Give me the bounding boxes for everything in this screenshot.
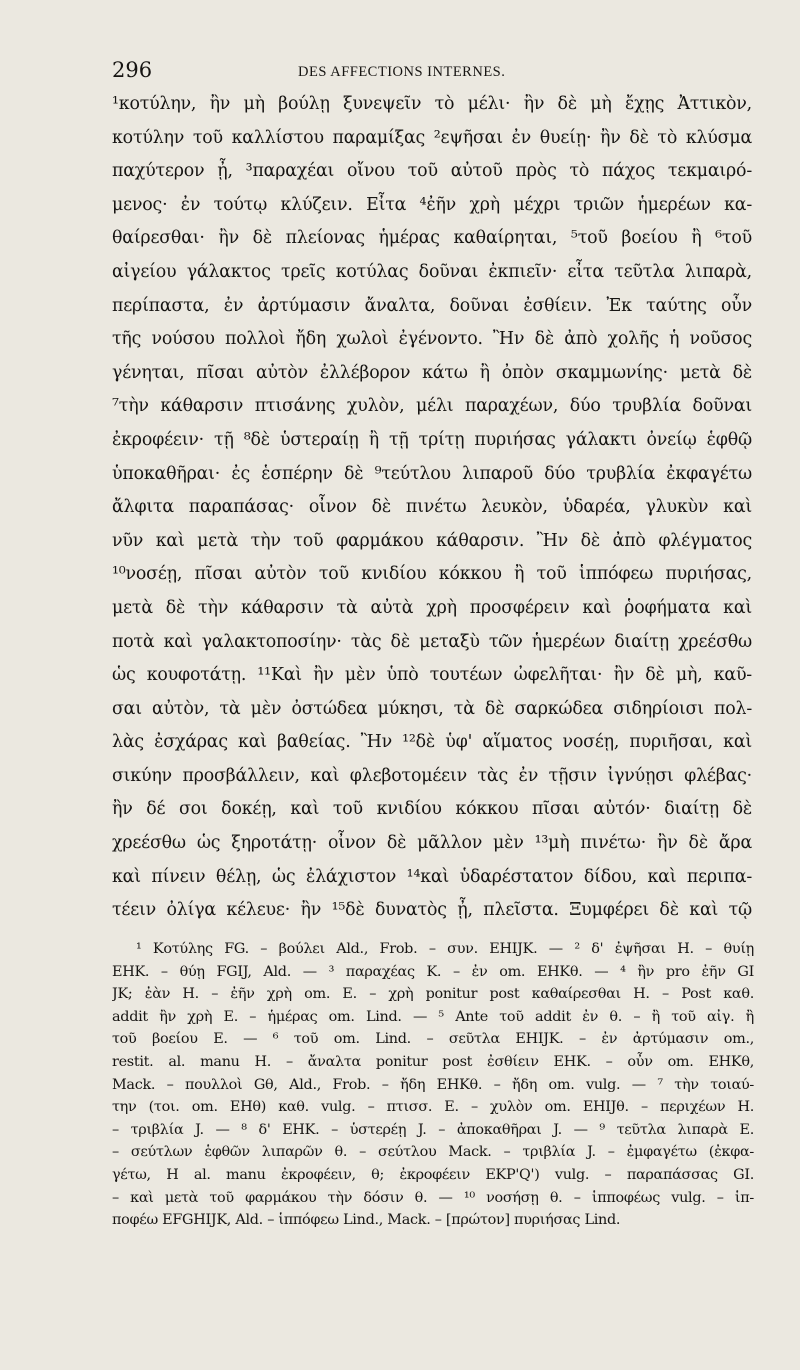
text-line: παχύτερον ᾖ, ³παραχέαι οἴνου τοῦ αὐτοῦ πρὸς τὸ πάχος τεκμαιρό-	[112, 161, 752, 182]
running-title: DES AFFECTIONS INTERNES.	[298, 64, 506, 80]
text-line: ὑποκαθῆραι· ἐς ἑσπέρην δὲ ⁹τεύτλου λιπαροῦ δύο τρυβλία ἐκφαγέτω	[112, 463, 752, 484]
text-line: σαι αὐτὸν, τὰ μὲν ὀστώδεα μύκησι, τὰ δὲ σαρκώδεα σιδηρίοισι πολ-	[112, 698, 752, 719]
footnote-line: τοῦ βοείου E. — ⁶ τοῦ om. Lind. – σεῦτλα EHIJK. – ἐν ἀρτύμασιν om.,	[112, 1031, 754, 1048]
text-line: χρεέσθω ὡς ξηροτάτῃ· οἶνον δὲ μᾶλλον μὲν ¹³μὴ πινέτω· ἢν δὲ ἄρα	[112, 833, 752, 854]
footnote-line: ποφέω EFGHIJK, Ald. – ἱππόφεω Lind., Mack. – [πρώτον] πυριήσας Lind.	[112, 1212, 621, 1229]
text-line: ποτὰ καὶ γαλακτοποσίην· τὰς δὲ μεταξὺ τῶν ἡμερέων διαίτῃ χρεέσθω	[112, 631, 752, 652]
text-line: ἢν δέ σοι δοκέῃ, καὶ τοῦ κνιδίου κόκκου πῖσαι αὐτόν· διαίτῃ δὲ	[112, 799, 752, 820]
text-line: τέειν ὀλίγα κέλευε· ἢν ¹⁵δὲ δυνατὸς ᾖ, πλεῖστα. Ξυμφέρει δὲ καὶ τῷ	[112, 900, 752, 921]
text-line: ἄλφιτα παραπάσας· οἶνον δὲ πινέτω λευκὸν, ὑδαρέα, γλυκὺν καὶ	[112, 497, 752, 518]
footnote-line: restit. al. manu H. – ἄναλτα ponitur post ἐσθίειν EHK. – οὖν om. EHKθ,	[112, 1053, 754, 1070]
text-line: μετὰ δὲ τὴν κάθαρσιν τὰ αὐτὰ χρὴ προσφέρειν καὶ ῥοφήματα καὶ	[112, 597, 752, 618]
footnote-line: EHK. – θύῃ FGIJ, Ald. — ³ παραχέας K. – ἐν om. EHKθ. — ⁴ ἢν pro ἐῆν GI	[112, 963, 754, 980]
text-line: ἐκροφέειν· τῇ ⁸δὲ ὑστεραίῃ ἢ τῇ τρίτῃ πυριήσας γάλακτι ὀνείῳ ἑφθῷ	[112, 429, 752, 450]
text-line: σικύην προσβάλλειν, καὶ φλεβοτομέειν τὰς ἐν τῇσιν ἰγνύῃσι φλέβας·	[112, 765, 752, 786]
text-line: λὰς ἐσχάρας καὶ βαθείας. Ἢν ¹²δὲ ὑφ' αἵματος νοσέῃ, πυριῆσαι, καὶ	[112, 732, 752, 753]
footnote-line: Mack. – πουλλοὶ Gθ, Ald., Frob. – ἤδη EHKθ. – ἤδη om. vulg. — ⁷ τὴν τοιαύ-	[112, 1076, 754, 1093]
text-line: ¹⁰νοσέῃ, πῖσαι αὐτὸν τοῦ κνιδίου κόκκου ἢ τοῦ ἱππόφεω πυριήσας,	[112, 564, 752, 585]
text-line: αἰγείου γάλακτος τρεῖς κοτύλας δοῦναι ἐκπιεῖν· εἶτα τεῦτλα λιπαρὰ,	[112, 261, 752, 282]
text-line: τῆς νούσου πολλοὶ ἤδη χωλοὶ ἐγένοντο. Ἢν δὲ ἀπὸ χολῆς ἡ νοῦσος	[112, 329, 752, 350]
text-line: ¹κοτύλην, ἢν μὴ βούλῃ ξυνεψεῖν τὸ μέλι· ἢν δὲ μὴ ἔχῃς Ἀττικὸν,	[112, 94, 752, 114]
text-line: καὶ πίνειν θέλῃ, ὡς ἐλάχιστον ¹⁴καὶ ὑδαρέστατον δίδου, καὶ περιπα-	[112, 866, 752, 887]
footnote-line: – σεύτλων ἑφθῶν λιπαρῶν θ. – σεύτλου Mack. – τριβλία J. – ἐμφαγέτω (ἐκφα-	[112, 1144, 754, 1161]
main-text	[112, 88, 752, 928]
text-line: περίπαστα, ἐν ἀρτύμασιν ἄναλτα, δοῦναι ἐσθίειν. Ἐκ ταύτης οὖν	[112, 295, 752, 316]
footnote-line: γέτω, H al. manu ἐκροφέειν, θ; ἐκροφέειν EKP'Q') vulg. – παραπάσσας GI.	[112, 1166, 754, 1183]
footnote-line: addit ἢν χρὴ E. – ἡμέρας om. Lind. — ⁵ Ante τοῦ addit ἐν θ. – ἢ τοῦ αἰγ. ἢ	[112, 1008, 754, 1025]
text-line: ⁷τὴν κάθαρσιν πτισάνης χυλὸν, μέλι παραχέων, δύο τρυβλία δοῦναι	[112, 396, 752, 417]
page-header	[112, 58, 752, 90]
text-line: ὡς κουφοτάτῃ. ¹¹Καὶ ἢν μὲν ὑπὸ τουτέων ὠφελῆται· ἢν δὲ μὴ, καῦ-	[112, 665, 752, 686]
page-number: 296	[112, 58, 153, 82]
text-line: νῦν καὶ μετὰ τὴν τοῦ φαρμάκου κάθαρσιν. Ἢν δὲ ἀπὸ φλέγματος	[112, 530, 752, 551]
footnote-line: ¹ Κοτύλης FG. – βούλει Ald., Frob. – συν. EHIJK. — ² δ' ἐψῆσαι H. – θυίῃ	[136, 941, 754, 957]
text-line: θαίρεσθαι· ἢν δὲ πλείονας ἡμέρας καθαίρηται, ⁵τοῦ βοείου ἢ ⁶τοῦ	[112, 228, 752, 249]
footnote-line: – καὶ μετὰ τοῦ φαρμάκου τὴν δόσιν θ. — ¹⁰ νοσήσῃ θ. – ἱπποφέως vulg. – ἱπ-	[112, 1189, 754, 1206]
footnote-line: JK; ἐὰν H. – ἐῆν χρὴ om. E. – χρὴ ponitur post καθαίρεσθαι H. – Post καθ.	[112, 986, 754, 1003]
text-line: μενος· ἐν τούτῳ κλύζειν. Εἶτα ⁴ἐῆν χρὴ μέχρι τριῶν ἡμερέων κα-	[112, 194, 752, 215]
text-line: γένηται, πῖσαι αὐτὸν ἐλλέβορον κάτω ἢ ὀπὸν σκαμμωνίης· μετὰ δὲ	[112, 362, 752, 383]
text-line: κοτύλην τοῦ καλλίστου παραμίξας ²εψῆσαι ἐν θυείῃ· ἢν δὲ τὸ κλύσμα	[112, 127, 752, 148]
footnotes	[112, 938, 754, 1232]
footnote-line: – τριβλία J. — ⁸ δ' EHK. – ὑστερέῃ J. – ἀποκαθῆραι J. — ⁹ τεῦτλα λιπαρὰ E.	[112, 1121, 754, 1138]
footnote-line: την (τοι. om. EHθ) καθ. vulg. – πτισσ. E. – χυλὸν om. EHIJθ. – περιχέων H.	[112, 1099, 754, 1116]
